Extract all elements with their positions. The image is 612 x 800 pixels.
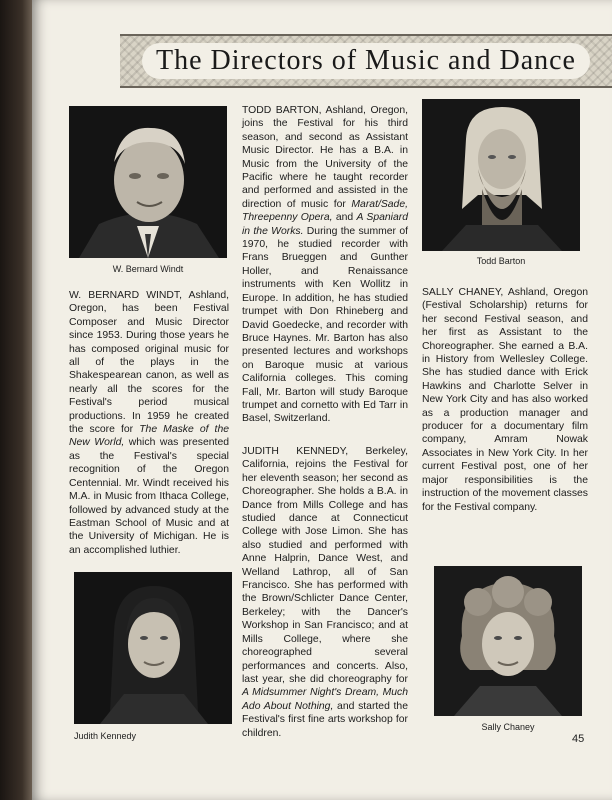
bio-windt xyxy=(69,289,229,557)
title-banner xyxy=(120,34,612,88)
bio-chaney xyxy=(422,286,588,514)
magazine-page xyxy=(32,0,612,800)
caption-barton: Todd Barton xyxy=(476,256,526,266)
work-marat: Marat/Sade, Threepenny Opera, xyxy=(242,198,408,224)
title-box xyxy=(142,43,590,79)
bio-kennedy-text: JUDITH KENNEDY, Berkeley, California, rejoins the Festival for her eleventh season; her second as Choreographer. She holds a B.A. in Dance from Mills College and has studied dance at Connecticut College with Jose Limon. She has also studied and performed with Anne Halprin, Dance West, and Welland Lathrop, all of San Francisco. She has performed with the Brown/Schlicter Dance Center, Berkeley; with the Dancer's Workshop in San Francisco; and at Mills College, where she choreographed several performances and concerts. Also, last year, she did choreography for xyxy=(242,446,408,685)
bio-windt-text-2: which was presented as the Festival's special recognition of the Oregon Centennial. Mr. Windt received his M.A. in Music from Ithaca College, followed by advanced study at the Eastman School of Music and at the University of Michigan. He is an accomplished luthier. xyxy=(69,437,229,556)
bio-kennedy xyxy=(242,445,408,740)
bio-chaney-text: SALLY CHANEY, Ashland, Oregon (Festival Scholarship) returns for her second Festival season, and her first as Assistant to the Choreographer. She earned a B.A. in History from Wellesley College. She has studied dance with Erick Hawkins and Charlotte Selver in New York City and has also worked as a production manager and producer for a documentary film company, Amram Nowak Associates in New York City. In her current Festival post, one of her major responsibilities is the instruction of the movement classes for the Festival company. xyxy=(422,287,588,513)
bio-kennedy-text-2: and started the Festival's first fine arts workshop for children. xyxy=(242,700,408,739)
photo-chaney xyxy=(434,566,582,716)
photo-kennedy xyxy=(74,572,232,724)
bio-barton-text: TODD BARTON, Ashland, Oregon, joins the Festival for his third season, and second as Assistant Music Director. He has a B.A. in Music from the University of the Pacific where he taught recorder and performed and assisted in the direction of music for xyxy=(242,105,408,210)
bio-barton xyxy=(242,104,408,426)
bio-barton-text-2: During the summer of 1970, he studied recorder with Frans Brueggen and Gunther Holler, and Renaissance instruments with Ken Wollitz in Europe. In addition, he has studied trumpet with Don Rhineberg and David Goedecke, and recorder with Bruce Haynes. Mr. Barton has also presented lectures and workshops on Baroque music at various California colleges. This coming Fall, Mr. Barton will study Baroque trumpet and cornetto with Ed Tarr in Basel, Switzerland. xyxy=(242,225,408,425)
photo-barton xyxy=(422,99,580,251)
page-number: 45 xyxy=(572,733,585,745)
caption-kennedy: Judith Kennedy xyxy=(74,731,137,741)
work-spaniard: A Spaniard in the Works. xyxy=(242,212,408,237)
bio-barton-and: and xyxy=(332,212,357,224)
page-title: The Directors of Music and Dance xyxy=(156,45,576,76)
caption-chaney: Sally Chaney xyxy=(481,722,535,732)
caption-windt: W. Bernard Windt xyxy=(112,264,184,274)
photo-windt xyxy=(69,106,227,258)
work-maske: The Maske of the New World, xyxy=(69,424,230,449)
bio-windt-text: W. BERNARD WINDT, Ashland, Oregon, has been Festival Composer and Music Director since 1953. During those years he has composed original music for all of the plays in the Shakespearean canon, as well as nearly all the scores for the Festival's period musical productions. In 1959 he created the score for xyxy=(69,290,229,436)
work-midsummer: A Midsummer Night's Dream, Much Ado About Nothing, xyxy=(242,687,408,712)
